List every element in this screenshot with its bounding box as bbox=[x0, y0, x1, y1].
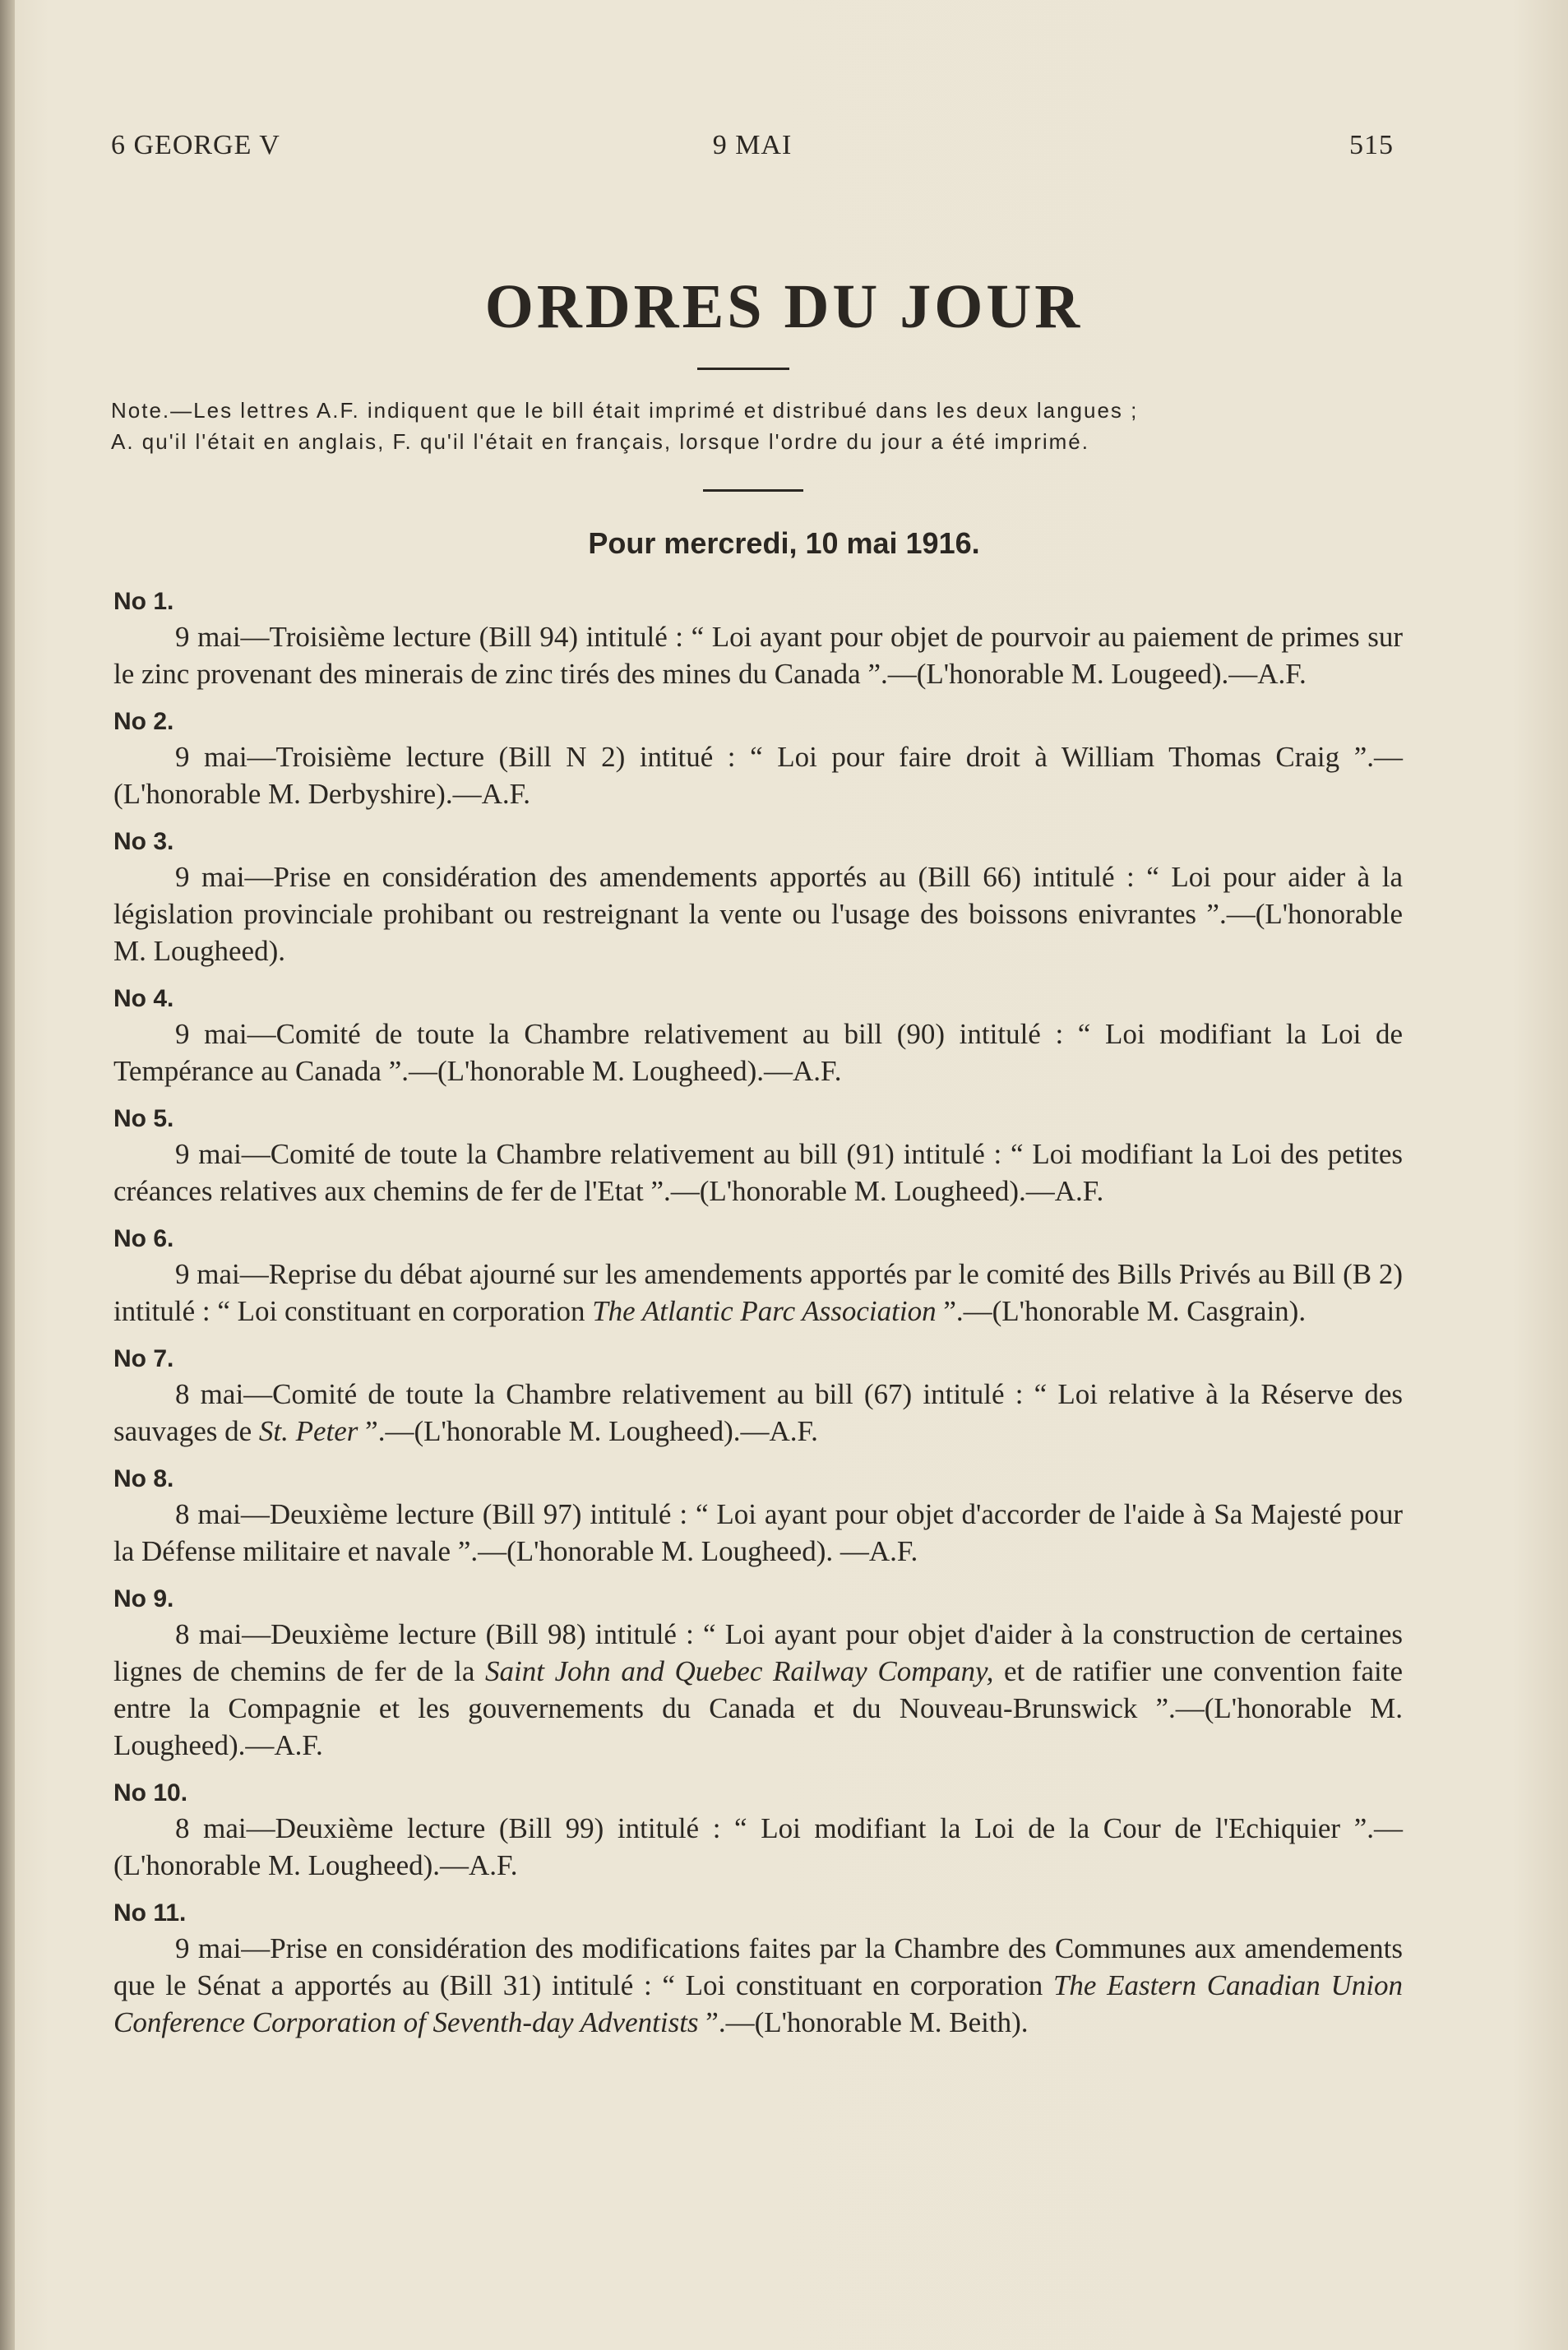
order-item-text bbox=[113, 1136, 1403, 1210]
order-item-text bbox=[113, 1376, 1403, 1450]
text-run: 8 mai—Deuxième lecture (Bill 99) intitulé : “ Loi modifiant la Loi de la Cour de l'Echiquier ”.— (L'honorable M. Lougheed).—A.F. bbox=[113, 1812, 1403, 1881]
note-line-2: A. qu'il l'était en anglais, F. qu'il l'était en français, lorsque l'ordre du jour a été imprimé. bbox=[111, 429, 1089, 454]
order-item bbox=[113, 1223, 1403, 1330]
note bbox=[111, 395, 1402, 457]
order-item bbox=[113, 1777, 1403, 1884]
italic-title: The Eastern Canadian Union Conference Corporation of Seventh-day Adventists bbox=[113, 1969, 1403, 2038]
text-run: 9 mai—Prise en considération des amendements apportés au (Bill 66) intitulé : “ Loi pour aider à la législation provinciale prohibant ou restreignant la vente ou l'usage des boissons enivrantes ”.—(L'honorable M. Lougheed). bbox=[113, 861, 1403, 967]
order-item-number: No 11. bbox=[113, 1899, 187, 1927]
order-item bbox=[113, 826, 1403, 969]
order-item-number: No 2. bbox=[113, 708, 174, 735]
order-item bbox=[113, 983, 1403, 1089]
text-run: et de ratifier une convention faite entre la Compagnie et les gouvernements du Canada et du Nouveau-Brunswick ”.—(L'honorable M. Lougheed).—A.F. bbox=[113, 1655, 1403, 1761]
header-session: 6 GEORGE V bbox=[111, 130, 280, 160]
order-item-number: No 5. bbox=[113, 1105, 174, 1132]
italic-title: Saint John and Quebec Railway Company, bbox=[485, 1655, 994, 1687]
order-item-number: No 10. bbox=[113, 1779, 188, 1806]
order-item bbox=[113, 705, 1403, 812]
order-item-text bbox=[113, 618, 1403, 692]
text-run: 9 mai—Prise en considération des modifications faites par la Chambre des Communes aux amendements que le Sénat a apportés au (Bill 31) intitulé : “ Loi constituant en corporation bbox=[113, 1932, 1403, 2001]
title-divider bbox=[697, 368, 789, 370]
order-item-text bbox=[113, 1930, 1403, 2041]
note-divider bbox=[703, 489, 803, 492]
page-number: 515 bbox=[1349, 130, 1394, 160]
order-item-text bbox=[113, 1810, 1403, 1884]
order-item-text bbox=[113, 858, 1403, 969]
note-line-1: Note.—Les lettres A.F. indiquent que le bill était imprimé et distribué dans les deux langues ; bbox=[111, 398, 1139, 423]
order-item-text bbox=[113, 738, 1403, 812]
text-run: 9 mai—Reprise du débat ajourné sur les amendements apportés par le comité des Bills Privés au Bill (B 2) intitulé : “ Loi constituant en corporation bbox=[113, 1258, 1403, 1327]
running-header bbox=[111, 130, 1394, 163]
order-item bbox=[113, 1897, 1403, 2041]
order-item bbox=[113, 1103, 1403, 1210]
text-run: 8 mai—Deuxième lecture (Bill 98) intitulé : “ Loi ayant pour objet d'aider à la construction de certaines lignes de chemins de fer de la bbox=[113, 1618, 1403, 1687]
text-run: 8 mai—Deuxième lecture (Bill 97) intitulé : “ Loi ayant pour objet d'accorder de l'aide à Sa Majesté pour la Défense militaire et navale ”.—(L'honorable M. Lougheed). —A.F. bbox=[113, 1498, 1403, 1567]
text-run: ”.—(L'honorable M. Lougheed).—A.F. bbox=[358, 1415, 818, 1447]
order-item-text bbox=[113, 1616, 1403, 1764]
order-item bbox=[113, 585, 1403, 692]
order-item-number: No 8. bbox=[113, 1465, 174, 1492]
order-items bbox=[113, 585, 1403, 2054]
order-item-text bbox=[113, 1496, 1403, 1570]
order-item bbox=[113, 1343, 1403, 1450]
italic-title: St. Peter bbox=[258, 1415, 358, 1447]
header-date: 9 MAI bbox=[712, 130, 793, 160]
order-item-number: No 7. bbox=[113, 1345, 174, 1372]
text-run: 8 mai—Comité de toute la Chambre relativement au bill (67) intitulé : “ Loi relative à la Réserve des sauvages de bbox=[113, 1378, 1403, 1447]
italic-title: The Atlantic Parc Association bbox=[592, 1295, 937, 1327]
order-item-number: No 1. bbox=[113, 588, 174, 615]
order-item-text bbox=[113, 1256, 1403, 1330]
order-item-text bbox=[113, 1015, 1403, 1089]
text-run: 9 mai—Comité de toute la Chambre relativement au bill (90) intitulé : “ Loi modifiant la Loi de Tempérance au Canada ”.—(L'honorable M. Lougheed).—A.F. bbox=[113, 1018, 1403, 1087]
text-run: 9 mai—Troisième lecture (Bill N 2) intitué : “ Loi pour faire droit à William Thomas Craig ”.—(L'honorable M. Derbyshire).—A.F. bbox=[113, 741, 1403, 810]
order-item-number: No 3. bbox=[113, 828, 174, 855]
order-item-number: No 9. bbox=[113, 1585, 174, 1612]
order-item-number: No 4. bbox=[113, 985, 174, 1012]
text-run: ”.—(L'honorable M. Casgrain). bbox=[936, 1295, 1307, 1327]
page-title: ORDRES DU JOUR bbox=[484, 272, 1084, 341]
text-run: 9 mai—Comité de toute la Chambre relativement au bill (91) intitulé : “ Loi modifiant la Loi des petites créances relatives aux chemins de fer de l'Etat ”.—(L'honorable M. Lougheed).—A.F. bbox=[113, 1138, 1403, 1207]
order-item bbox=[113, 1583, 1403, 1764]
text-run: ”.—(L'honorable M. Beith). bbox=[698, 2006, 1029, 2038]
order-item bbox=[113, 1463, 1403, 1570]
date-heading: Pour mercredi, 10 mai 1916. bbox=[588, 526, 980, 560]
text-run: 9 mai—Troisième lecture (Bill 94) intitulé : “ Loi ayant pour objet de pourvoir au paiement de primes sur le zinc provenant des minerais de zinc tirés des mines du Canada ”.—(L'honorable M. Lougeed).—A.F. bbox=[113, 621, 1403, 690]
order-item-number: No 6. bbox=[113, 1225, 174, 1252]
book-spine bbox=[0, 0, 15, 2350]
